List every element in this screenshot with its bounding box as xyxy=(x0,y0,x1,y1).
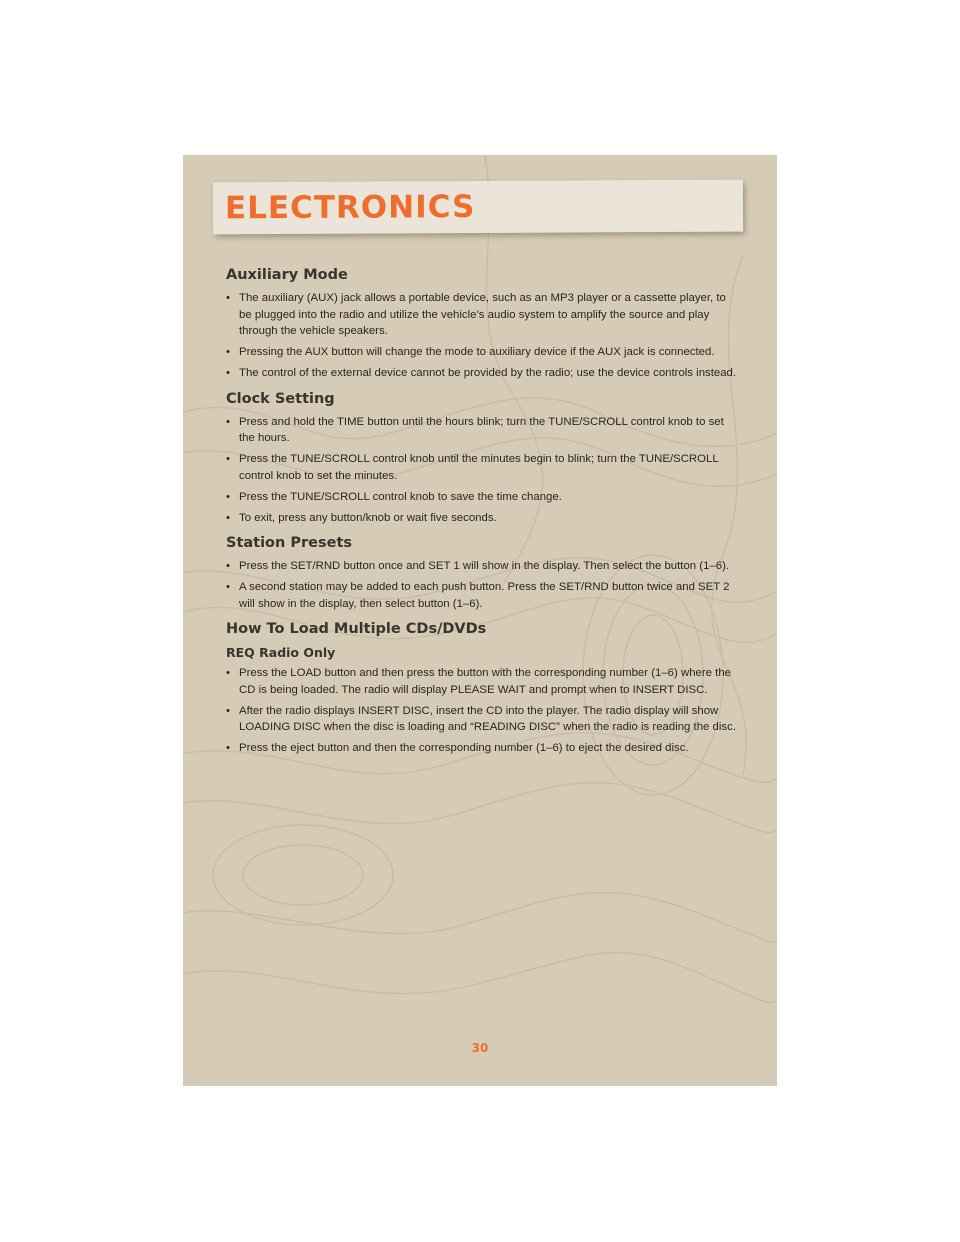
section-subheading: REQ Radio Only xyxy=(226,645,336,660)
bullet-item: • To exit, press any button/knob or wait five seconds. xyxy=(226,510,738,527)
bullet-item: • The control of the external device cannot be provided by the radio; use the device controls instead. xyxy=(226,365,738,382)
bullet-item: • Press the LOAD button and then press the button with the corresponding number (1–6) where the CD is being loaded. The radio will display PLEASE WAIT and prompt when to INSERT DISC. xyxy=(226,665,738,698)
section-title: ELECTRONICS xyxy=(224,189,476,227)
section-heading: Station Presets xyxy=(226,535,353,551)
bullet-list xyxy=(226,290,738,382)
bullet-item: • Pressing the AUX button will change the mode to auxiliary device if the AUX jack is connected. xyxy=(226,344,738,361)
content-area xyxy=(226,265,738,764)
section-load-multiple-discs xyxy=(226,619,738,757)
bullet-list xyxy=(226,665,738,757)
section-station-presets xyxy=(226,533,738,612)
bullet-item: • The auxiliary (AUX) jack allows a portable device, such as an MP3 player or a cassette player, to be plugged into the radio and utilize the vehicle’s audio system to amplify the source and play through the vehicle speakers. xyxy=(226,290,738,340)
bullet-list xyxy=(226,414,738,527)
bullet-item: • Press and hold the TIME button until the hours blink; turn the TUNE/SCROLL control knob to set the hours. xyxy=(226,414,738,447)
bullet-item: • Press the TUNE/SCROLL control knob until the minutes begin to blink; turn the TUNE/SCROLL control knob to set the minutes. xyxy=(226,451,738,484)
section-heading: Auxiliary Mode xyxy=(226,267,348,283)
manual-page xyxy=(183,155,777,1086)
bullet-item: • Press the SET/RND button once and SET 1 will show in the display. Then select the button (1–6). xyxy=(226,558,738,575)
page-number: 30 xyxy=(471,1041,489,1055)
bullet-item: • A second station may be added to each push button. Press the SET/RND button twice and SET 2 will show in the display, then select button (1–6). xyxy=(226,579,738,612)
bullet-item: • Press the TUNE/SCROLL control knob to save the time change. xyxy=(226,489,738,506)
bullet-list xyxy=(226,558,738,612)
bullet-item: • After the radio displays INSERT DISC, insert the CD into the player. The radio display will show LOADING DISC when the disc is loading and “READING DISC” when the radio is reading the disc. xyxy=(226,703,738,736)
bullet-item: • Press the eject button and then the corresponding number (1–6) to eject the desired disc. xyxy=(226,740,738,757)
section-heading: Clock Setting xyxy=(226,390,335,407)
section-auxiliary-mode xyxy=(226,265,738,382)
section-heading: How To Load Multiple CDs/DVDs xyxy=(226,621,487,637)
section-banner xyxy=(213,180,743,235)
section-clock-setting xyxy=(226,389,738,527)
